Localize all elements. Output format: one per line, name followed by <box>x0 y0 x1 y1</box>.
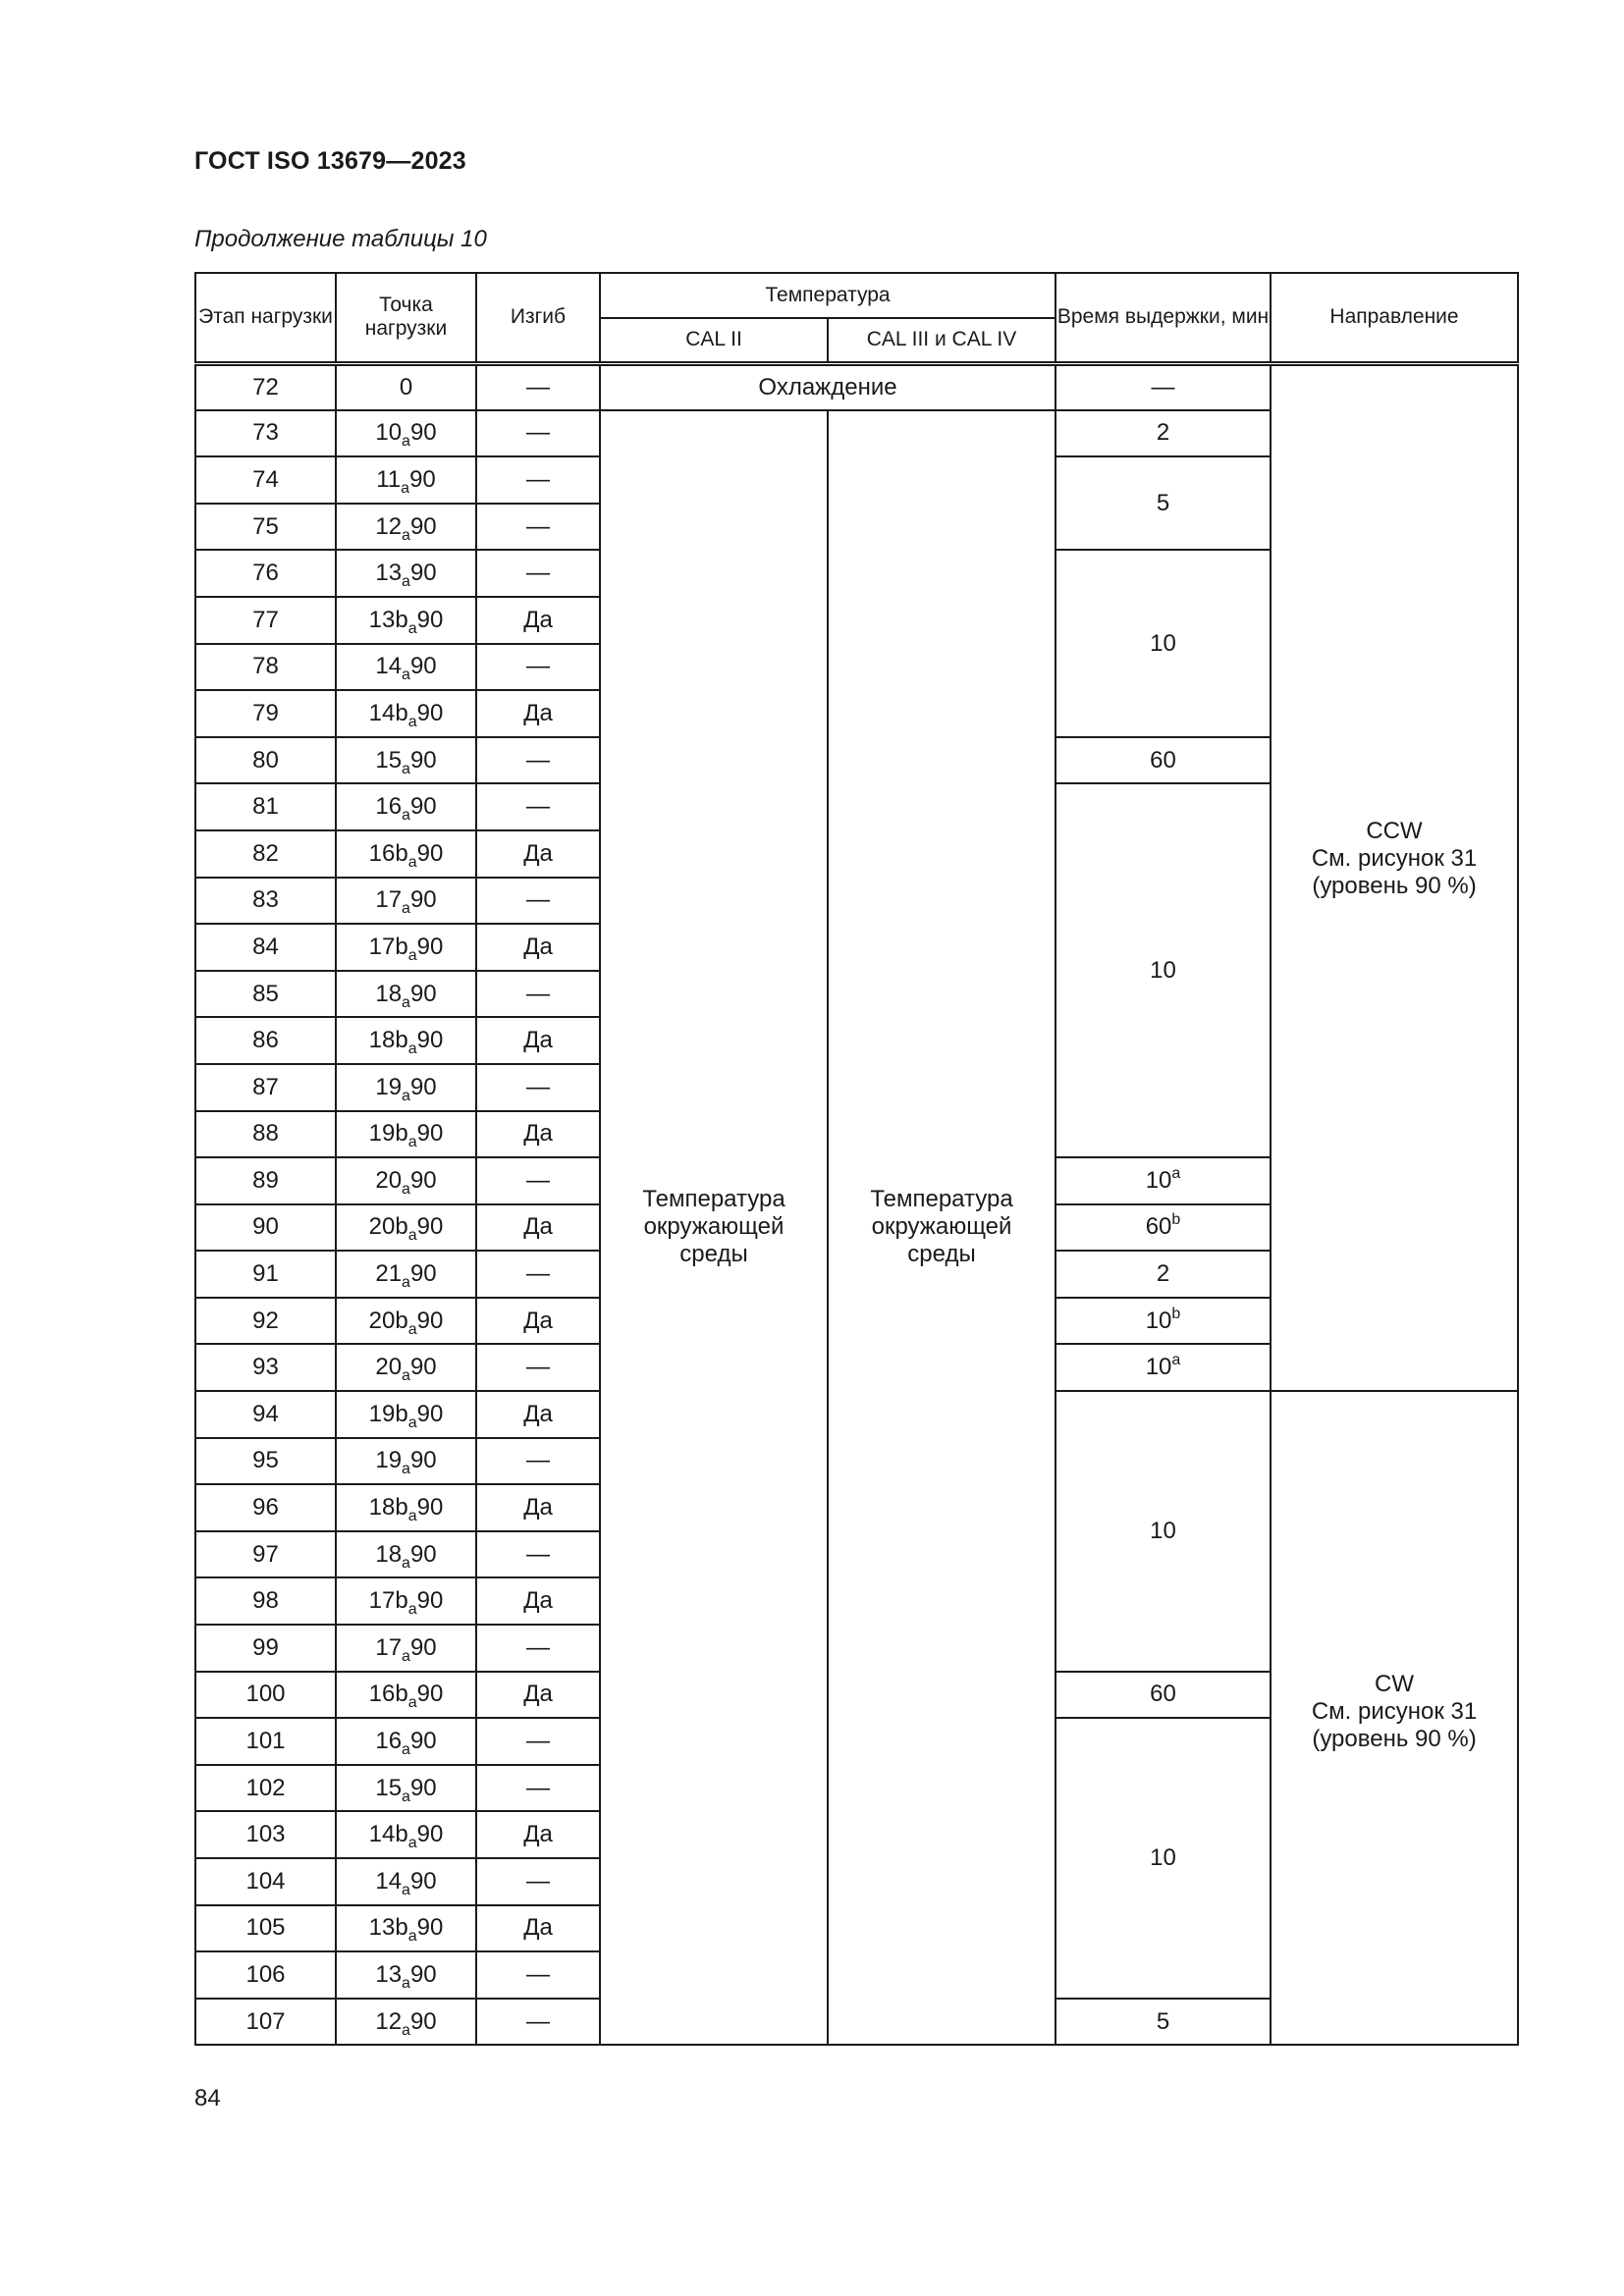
point-level: 90 <box>409 793 437 821</box>
bend-cell: Да <box>476 1905 600 1952</box>
bend-cell: — <box>476 783 600 830</box>
point-level: 90 <box>416 1400 444 1427</box>
point-base: 15 <box>375 1774 403 1801</box>
bend-cell: — <box>476 504 600 551</box>
point-level: 90 <box>409 1166 437 1194</box>
point-level: 90 <box>409 512 437 540</box>
cooling-cell: Охлаждение <box>600 363 1056 410</box>
bend-cell: — <box>476 550 600 597</box>
bend-cell: — <box>476 456 600 504</box>
point-level: 90 <box>416 606 444 633</box>
hold-time-cell <box>1056 1157 1271 1204</box>
bend-cell: Да <box>476 1811 600 1858</box>
hold-time-value: 10 <box>1150 1844 1176 1871</box>
point-base: 20 <box>375 1354 403 1381</box>
point-base: 19b <box>368 1120 408 1148</box>
point-level: 90 <box>409 980 437 1007</box>
point-base: 10 <box>375 419 403 447</box>
hold-time-cell <box>1056 456 1271 550</box>
point-base: 20b <box>368 1213 408 1241</box>
hold-time-cell <box>1056 1718 1271 1999</box>
point-subscript: a <box>401 479 410 497</box>
stage-cell: 92 <box>195 1298 336 1345</box>
hold-time-cell <box>1056 737 1271 784</box>
point-base: 19 <box>375 1447 403 1474</box>
point-level: 90 <box>416 1681 444 1708</box>
cal34-ambient-cell: Температура окружающей среды <box>828 410 1056 2046</box>
point-subscript: a <box>402 433 410 451</box>
point-cell <box>336 1999 476 2046</box>
direction-label: CCW <box>1366 817 1423 844</box>
point-cell <box>336 1344 476 1391</box>
point-cell <box>336 1531 476 1578</box>
point-subscript: a <box>402 526 410 544</box>
point-base: 16 <box>375 793 403 821</box>
point-level: 90 <box>409 1960 437 1988</box>
cal2-ambient-cell: Температура окружающей среды <box>600 410 828 2046</box>
direction-detail: См. рисунок 31 (уровень 90 %) <box>1311 1698 1478 1753</box>
bend-cell: Да <box>476 1204 600 1252</box>
header-direction: Направление <box>1271 273 1518 363</box>
bend-cell: — <box>476 1438 600 1485</box>
point-subscript: a <box>407 1227 417 1245</box>
point-subscript: a <box>402 1180 410 1198</box>
stage-cell: 85 <box>195 971 336 1018</box>
stage-cell: 79 <box>195 690 336 737</box>
stage-cell: 97 <box>195 1531 336 1578</box>
stage-cell: 103 <box>195 1811 336 1858</box>
stage-cell: 91 <box>195 1251 336 1298</box>
stage-cell: 106 <box>195 1951 336 1999</box>
point-level: 90 <box>409 1260 437 1288</box>
stage-cell: 81 <box>195 783 336 830</box>
hold-time-value: 10 <box>1150 629 1176 657</box>
hold-time-value: 60 <box>1150 1681 1176 1708</box>
point-level: 90 <box>416 1914 444 1942</box>
point-cell <box>336 504 476 551</box>
hold-time-cell <box>1056 410 1271 457</box>
point-level: 90 <box>409 1633 437 1661</box>
point-level: 90 <box>416 839 444 867</box>
stage-cell: 89 <box>195 1157 336 1204</box>
bend-cell: Да <box>476 1391 600 1438</box>
page-number: 84 <box>194 2085 221 2111</box>
point-base: 14 <box>375 1867 403 1895</box>
point-subscript: a <box>402 807 410 825</box>
footnote-marker: b <box>1171 1305 1181 1322</box>
bend-cell: Да <box>476 1111 600 1158</box>
stage-cell: 94 <box>195 1391 336 1438</box>
stage-cell: 90 <box>195 1204 336 1252</box>
hold-time-value: 60 <box>1145 1213 1172 1241</box>
bend-cell: Да <box>476 1017 600 1064</box>
stage-cell: 104 <box>195 1858 336 1905</box>
point-base: 17 <box>375 1633 403 1661</box>
point-cell <box>336 1438 476 1485</box>
stage-cell: 88 <box>195 1111 336 1158</box>
point-subscript: a <box>402 1647 410 1665</box>
point-base: 17 <box>375 886 403 914</box>
hold-time-value: 60 <box>1150 746 1176 774</box>
bend-cell: Да <box>476 924 600 971</box>
hold-time-cell <box>1056 363 1271 410</box>
point-subscript: a <box>407 853 417 871</box>
bend-cell: — <box>476 971 600 1018</box>
point-subscript: a <box>407 1320 417 1338</box>
point-base: 20b <box>368 1307 408 1334</box>
point-cell <box>336 363 476 410</box>
point-level: 90 <box>416 933 444 960</box>
footnote-marker: a <box>1171 1164 1181 1182</box>
point-cell <box>336 1718 476 1765</box>
stage-cell: 75 <box>195 504 336 551</box>
point-subscript: a <box>407 1601 417 1619</box>
bend-cell: Да <box>476 597 600 644</box>
point-cell <box>336 1017 476 1064</box>
bend-cell: — <box>476 1157 600 1204</box>
hold-time-cell <box>1056 1251 1271 1298</box>
point-subscript: a <box>407 1835 417 1852</box>
stage-cell: 84 <box>195 924 336 971</box>
stage-cell: 102 <box>195 1765 336 1812</box>
point-cell <box>336 783 476 830</box>
stage-cell: 82 <box>195 830 336 878</box>
direction-cell <box>1271 363 1518 1391</box>
stage-cell: 78 <box>195 644 336 691</box>
point-cell <box>336 924 476 971</box>
table-caption: Продолжение таблицы 10 <box>194 226 487 252</box>
point-subscript: a <box>402 1274 410 1292</box>
footnote-marker: b <box>1171 1211 1181 1229</box>
point-subscript: a <box>407 1414 417 1431</box>
point-level: 90 <box>416 1213 444 1241</box>
hold-time-cell <box>1056 783 1271 1157</box>
point-subscript: a <box>407 619 417 637</box>
bend-cell: — <box>476 1999 600 2046</box>
stage-cell: 83 <box>195 878 336 925</box>
stage-cell: 95 <box>195 1438 336 1485</box>
point-level: 90 <box>409 2007 437 2035</box>
point-cell <box>336 550 476 597</box>
point-base: 12 <box>375 2007 403 2035</box>
point-subscript: a <box>402 667 410 684</box>
point-subscript: a <box>407 713 417 730</box>
point-base: 16b <box>368 1681 408 1708</box>
point-base: 0 <box>399 373 413 400</box>
hold-time-cell <box>1056 1391 1271 1672</box>
point-cell <box>336 690 476 737</box>
stage-cell: 86 <box>195 1017 336 1064</box>
bend-cell: — <box>476 1531 600 1578</box>
hold-time-cell <box>1056 1298 1271 1345</box>
point-base: 13b <box>368 1914 408 1942</box>
point-subscript: a <box>402 760 410 777</box>
hold-time-value: 10 <box>1150 1517 1176 1544</box>
direction-detail: См. рисунок 31 (уровень 90 %) <box>1311 844 1478 899</box>
point-cell <box>336 597 476 644</box>
bend-cell: — <box>476 1344 600 1391</box>
point-cell <box>336 878 476 925</box>
bend-cell: Да <box>476 1672 600 1719</box>
point-cell <box>336 456 476 504</box>
stage-cell: 99 <box>195 1625 336 1672</box>
point-base: 13b <box>368 606 408 633</box>
point-cell <box>336 1251 476 1298</box>
hold-time-value: 2 <box>1156 1260 1170 1288</box>
bend-cell: — <box>476 1765 600 1812</box>
point-subscript: a <box>407 1134 417 1151</box>
point-level: 90 <box>409 1867 437 1895</box>
point-level: 90 <box>409 1447 437 1474</box>
hold-time-value: — <box>1151 373 1175 400</box>
point-subscript: a <box>402 1788 410 1805</box>
point-subscript: a <box>402 900 410 918</box>
document-title: ГОСТ ISO 13679—2023 <box>194 147 466 175</box>
table-header <box>195 273 1518 363</box>
point-cell <box>336 1625 476 1672</box>
bend-cell: — <box>476 1064 600 1111</box>
hold-time-value: 2 <box>1156 419 1170 447</box>
point-base: 21 <box>375 1260 403 1288</box>
hold-time-value: 10 <box>1145 1307 1172 1334</box>
point-cell <box>336 1811 476 1858</box>
point-base: 13 <box>375 1960 403 1988</box>
point-level: 90 <box>409 1354 437 1381</box>
stage-cell: 107 <box>195 1999 336 2046</box>
point-subscript: a <box>407 1041 417 1058</box>
bend-cell: — <box>476 1718 600 1765</box>
point-base: 11 <box>376 465 402 493</box>
point-level: 90 <box>416 1307 444 1334</box>
table-body <box>195 363 1518 2045</box>
point-level: 90 <box>409 1540 437 1568</box>
bend-cell: Да <box>476 1298 600 1345</box>
hold-time-cell <box>1056 1999 1271 2046</box>
point-cell <box>336 1111 476 1158</box>
header-bend: Изгиб <box>476 273 600 363</box>
hold-time-cell <box>1056 550 1271 736</box>
bend-cell: Да <box>476 830 600 878</box>
stage-cell: 93 <box>195 1344 336 1391</box>
point-level: 90 <box>416 1494 444 1522</box>
stage-cell: 80 <box>195 737 336 784</box>
stage-cell: 100 <box>195 1672 336 1719</box>
bend-cell: — <box>476 363 600 410</box>
point-base: 19b <box>368 1400 408 1427</box>
point-level: 90 <box>409 1073 437 1100</box>
point-level: 90 <box>409 746 437 774</box>
point-subscript: a <box>402 1461 410 1478</box>
point-base: 16b <box>368 839 408 867</box>
point-cell <box>336 1298 476 1345</box>
point-subscript: a <box>402 1881 410 1898</box>
point-level: 90 <box>409 653 437 680</box>
point-subscript: a <box>402 1367 410 1385</box>
stage-cell: 101 <box>195 1718 336 1765</box>
stage-cell: 96 <box>195 1484 336 1531</box>
load-stage-table <box>194 272 1519 2046</box>
stage-cell: 77 <box>195 597 336 644</box>
point-level: 90 <box>416 1821 444 1848</box>
point-base: 12 <box>375 512 403 540</box>
bend-cell: — <box>476 410 600 457</box>
bend-cell: — <box>476 1858 600 1905</box>
direction-label: CW <box>1375 1671 1414 1698</box>
point-cell <box>336 1484 476 1531</box>
point-cell <box>336 737 476 784</box>
point-level: 90 <box>416 1587 444 1615</box>
point-cell <box>336 644 476 691</box>
point-cell <box>336 971 476 1018</box>
bend-cell: Да <box>476 1577 600 1625</box>
stage-cell: 76 <box>195 550 336 597</box>
bend-cell: — <box>476 644 600 691</box>
point-level: 90 <box>409 886 437 914</box>
table-row <box>195 363 1518 410</box>
point-base: 14 <box>375 653 403 680</box>
point-cell <box>336 1064 476 1111</box>
header-cal2: CAL II <box>600 318 828 363</box>
point-level: 90 <box>416 1027 444 1054</box>
point-cell <box>336 1905 476 1952</box>
point-subscript: a <box>402 1741 410 1759</box>
point-base: 13 <box>375 560 403 587</box>
point-subscript: a <box>407 946 417 964</box>
point-cell <box>336 830 476 878</box>
point-cell <box>336 1391 476 1438</box>
point-base: 15 <box>375 746 403 774</box>
hold-time-value: 5 <box>1156 489 1170 516</box>
point-subscript: a <box>407 1508 417 1525</box>
point-cell <box>336 1858 476 1905</box>
point-base: 14b <box>368 699 408 726</box>
point-level: 90 <box>416 699 444 726</box>
point-base: 18 <box>375 980 403 1007</box>
bend-cell: — <box>476 1625 600 1672</box>
point-cell <box>336 1951 476 1999</box>
stage-cell: 72 <box>195 363 336 410</box>
bend-cell: Да <box>476 690 600 737</box>
bend-cell: — <box>476 1251 600 1298</box>
point-base: 17b <box>368 1587 408 1615</box>
point-base: 20 <box>375 1166 403 1194</box>
point-subscript: a <box>407 1928 417 1946</box>
point-subscript: a <box>407 1694 417 1712</box>
stage-cell: 87 <box>195 1064 336 1111</box>
header-stage: Этап нагрузки <box>195 273 336 363</box>
point-cell <box>336 1157 476 1204</box>
point-subscript: a <box>402 993 410 1011</box>
hold-time-cell <box>1056 1344 1271 1391</box>
hold-time-value: 10 <box>1145 1166 1172 1194</box>
point-level: 90 <box>409 419 437 447</box>
point-cell <box>336 410 476 457</box>
point-level: 90 <box>409 1728 437 1755</box>
hold-time-value: 10 <box>1150 956 1176 984</box>
stage-cell: 98 <box>195 1577 336 1625</box>
point-base: 18b <box>368 1494 408 1522</box>
point-base: 19 <box>375 1073 403 1100</box>
hold-time-value: 10 <box>1145 1354 1172 1381</box>
hold-time-cell <box>1056 1672 1271 1719</box>
bend-cell: — <box>476 1951 600 1999</box>
stage-cell: 73 <box>195 410 336 457</box>
direction-cell <box>1271 1391 1518 2045</box>
point-base: 18b <box>368 1027 408 1054</box>
point-subscript: a <box>402 1554 410 1572</box>
header-cal34: CAL III и CAL IV <box>828 318 1056 363</box>
stage-cell: 74 <box>195 456 336 504</box>
stage-cell: 105 <box>195 1905 336 1952</box>
point-cell <box>336 1672 476 1719</box>
point-cell <box>336 1577 476 1625</box>
header-hold-time: Время выдержки, мин <box>1056 273 1271 363</box>
point-base: 14b <box>368 1821 408 1848</box>
point-base: 17b <box>368 933 408 960</box>
point-cell <box>336 1204 476 1252</box>
hold-time-value: 5 <box>1156 2007 1170 2035</box>
point-cell <box>336 1765 476 1812</box>
header-temperature: Температура <box>600 273 1056 318</box>
hold-time-cell <box>1056 1204 1271 1252</box>
point-subscript: a <box>402 2021 410 2039</box>
point-base: 16 <box>375 1728 403 1755</box>
point-level: 90 <box>409 465 436 493</box>
header-point: Точка нагрузки <box>336 273 476 363</box>
bend-cell: — <box>476 737 600 784</box>
bend-cell: Да <box>476 1484 600 1531</box>
point-subscript: a <box>402 1087 410 1104</box>
point-level: 90 <box>416 1120 444 1148</box>
footnote-marker: a <box>1171 1352 1181 1369</box>
point-level: 90 <box>409 1774 437 1801</box>
point-level: 90 <box>409 560 437 587</box>
point-base: 18 <box>375 1540 403 1568</box>
point-subscript: a <box>402 573 410 591</box>
bend-cell: — <box>476 878 600 925</box>
point-subscript: a <box>402 1974 410 1992</box>
